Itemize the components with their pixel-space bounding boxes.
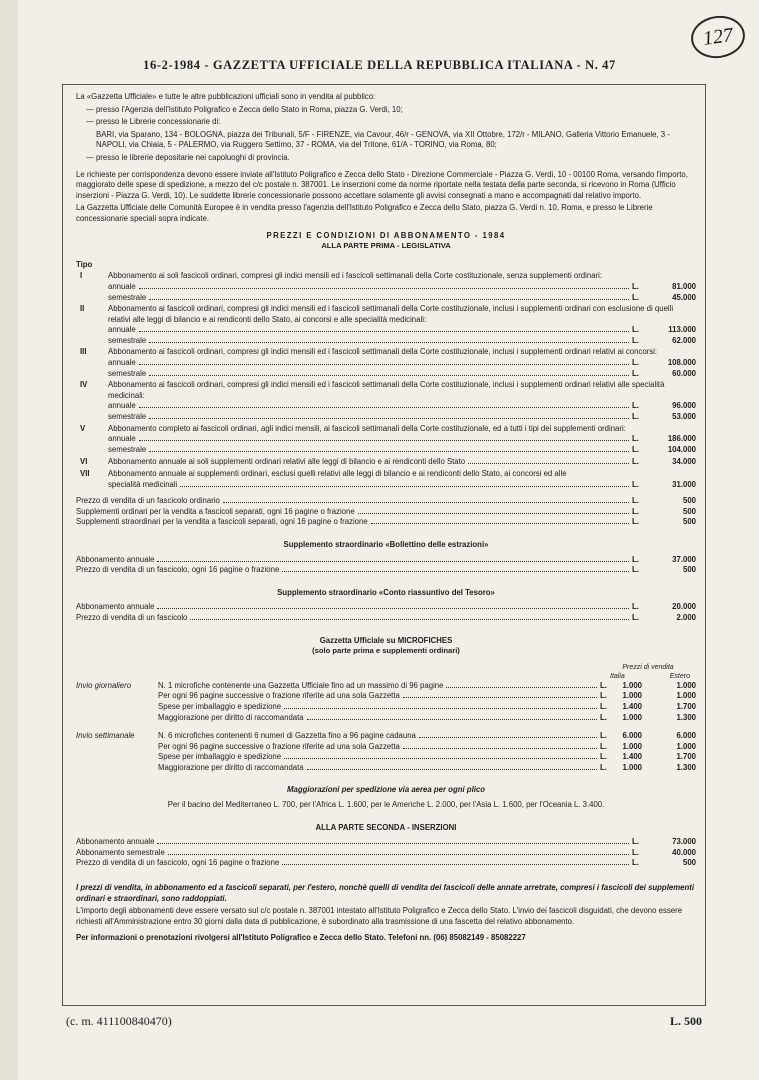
- tipo-body: [108, 380, 696, 422]
- note-italic: I prezzi di vendita, in abbonamento ed a fascicoli separati, per l'estero, nonchè quelli di vendita dei fascicoli delle annate arretrate, compresi i fascicoli dei supplementi ordinari e straordinari, sono raddoppiati.: [76, 883, 694, 903]
- price-row: [76, 517, 696, 528]
- dot-leader: [284, 708, 597, 709]
- tipo-num: VI: [80, 457, 88, 467]
- price-row: [76, 613, 696, 624]
- currency: L.: [600, 731, 607, 741]
- price-italia: 1.400: [622, 701, 642, 711]
- estrazioni-title: Supplemento straordinario «Bollettino delle estrazioni»: [283, 539, 489, 549]
- footer-code: (c. m. 411100840470): [66, 1014, 172, 1028]
- amount: 60.000: [672, 368, 696, 378]
- price-row: [108, 358, 696, 369]
- currency: L.: [632, 506, 639, 516]
- row-label: Maggiorazione per diritto di raccomandata: [158, 762, 304, 772]
- microfiche-group: [76, 681, 696, 723]
- price-row: [108, 401, 696, 412]
- row-label: N. 6 microfiches contenenti 6 numeri di Gazzetta fino a 96 pagine cadauna: [158, 731, 416, 741]
- tipo-item: [76, 424, 696, 456]
- page-edge: [0, 0, 18, 1080]
- currency: L.: [632, 335, 639, 345]
- currency: L.: [632, 434, 639, 444]
- tipo-num: I: [80, 271, 83, 281]
- dot-leader: [149, 451, 629, 452]
- dot-leader: [149, 299, 629, 300]
- currency: L.: [632, 602, 639, 612]
- row-label: annuale: [108, 434, 136, 444]
- currency: L.: [600, 691, 607, 701]
- currency: L.: [632, 837, 639, 847]
- price-row: [76, 837, 696, 848]
- currency: L.: [632, 401, 639, 411]
- tipo-description: Abbonamento ai fascicoli ordinari, compresi gli indici mensili ed i fascicoli settimanali della Corte costituzionale, inclusi i supplementi ordinari relativi alle specialità medicinali:: [108, 380, 665, 400]
- currency: L.: [632, 444, 639, 454]
- amount: 40.000: [672, 847, 696, 857]
- intro-line-2: — presso l'Agenzia dell'Istituto Poligrafico e Zecca dello Stato in Roma, piazza G. Verdi, 10;: [86, 104, 403, 114]
- dot-leader: [403, 748, 597, 749]
- row-label: Spese per imballaggio e spedizione: [158, 701, 282, 711]
- amount: 108.000: [667, 358, 696, 368]
- dot-leader: [419, 737, 597, 738]
- col-head-italia: Italia: [610, 672, 625, 680]
- amount: 186.000: [667, 434, 696, 444]
- microfiches-subtitle: (solo parte prima e supplementi ordinari): [312, 646, 460, 656]
- tipo-body: [108, 271, 696, 303]
- intro-line-1: La «Gazzetta Ufficiale» e tutte le altre pubblicazioni ufficiali sono in vendita al pubblico:: [76, 92, 376, 101]
- currency: L.: [632, 457, 639, 467]
- price-row: [76, 496, 696, 507]
- currency: L.: [600, 712, 607, 722]
- tipo-description: Abbonamento ai fascicoli ordinari, compresi gli indici mensili ed i fascicoli settimanali della Corte costituzionale, inclusi i supplementi ordinari con esclusione di quelli relativi alle leggi di bilancio e ai rendiconti dello Stato, ai concorsi e alle specialità medicinali:: [108, 304, 674, 324]
- dot-leader: [468, 463, 629, 464]
- price-row: [76, 507, 696, 518]
- dot-leader: [139, 407, 629, 408]
- microfiche-row: [76, 752, 696, 763]
- dot-leader: [149, 342, 629, 343]
- group-name: Invio settimanale: [76, 731, 135, 741]
- microfiche-group: [76, 731, 696, 773]
- currency: L.: [600, 680, 607, 690]
- aerea-title: Maggiorazioni per spedizione via aerea per ogni plico: [287, 785, 485, 795]
- estrazioni-rows: [76, 555, 696, 576]
- price-row: [76, 858, 696, 869]
- microfiche-row: [76, 731, 696, 742]
- amount: 500: [682, 517, 696, 527]
- amount: 500: [682, 496, 696, 506]
- microfiche-row: [76, 713, 696, 724]
- tipo-vi: [76, 457, 696, 468]
- seconda-rows: [76, 837, 696, 869]
- row-label: specialità medicinali: [108, 479, 178, 489]
- amount: 20.000: [672, 602, 696, 612]
- dot-leader: [307, 719, 597, 720]
- dot-leader: [358, 513, 629, 514]
- row-label: Abbonamento annuale ai supplementi ordinari, esclusi quelli relativi alle leggi di bilancio e ai rendiconti dello Stato, ai concorsi ed alle: [108, 469, 567, 478]
- dot-leader: [149, 375, 629, 376]
- tipo-vii: [76, 469, 696, 490]
- currency: L.: [632, 517, 639, 527]
- price-row: [108, 434, 696, 445]
- dot-leader: [403, 697, 597, 698]
- intro-line-4: BARI, via Sparano, 134 - BOLOGNA, piazza dei Tribunali, 5/F - FIRENZE, via Cavour, 46/r - GENOVA, via XII Ottobre, 172/r - MILANO, Galleria Vittorio Emanuele, 3 - NAPOLI, via Chiaia, 5 - PALERMO, via Ruggero Settimo, 37 - ROMA, via del Tritone, 61/A - TORINO, via Roma, 80;: [96, 129, 670, 150]
- row-label: annuale: [108, 401, 136, 411]
- tipo-num: II: [80, 304, 85, 314]
- currency: L.: [632, 325, 639, 335]
- col-head-estero: Estero: [669, 672, 690, 680]
- microfiches-col-head: [76, 663, 696, 681]
- microfiche-row: [76, 763, 696, 774]
- microfiche-row: [76, 742, 696, 753]
- paragraph-gazzetta-ce: La Gazzetta Ufficiale delle Comunità Europee è in vendita presso l'agenzia dell'Istituto Poligrafico e Zecca dello Stato, piazza G. Verdi n. 10, Roma, e presso le Librerie concessionarie speciali sopra indicate.: [76, 203, 653, 223]
- microfiche-row: [76, 702, 696, 713]
- amount: 81.000: [672, 281, 696, 291]
- microfiche-row: [76, 691, 696, 702]
- row-label: Prezzo di vendita di un fascicolo, ogni 16 pagine o frazione: [76, 565, 280, 575]
- row-label: Abbonamento semestrale: [76, 847, 165, 857]
- dot-leader: [284, 758, 597, 759]
- dot-leader: [180, 486, 629, 487]
- dot-leader: [190, 619, 629, 620]
- price-estero: 1.700: [676, 752, 696, 762]
- aerea-text: Per il bacino del Mediterraneo L. 700, per l'Africa L. 1.600, per le Americhe L. 2.000, per l'Asia L. 1.600, per l'Oceania L. 3.400.: [167, 800, 605, 810]
- currency: L.: [600, 752, 607, 762]
- page-number-stamp: 127: [688, 12, 747, 61]
- currency: L.: [632, 412, 639, 422]
- note-info: Per informazioni o prenotazioni rivolgersi all'Istituto Poligrafico e Zecca dello Stato. Telefoni nn. (06) 85082149 - 85082227: [76, 933, 526, 943]
- price-italia: 6.000: [622, 731, 642, 741]
- price-row: [76, 565, 696, 576]
- price-estero: 6.000: [676, 731, 696, 741]
- footer-price: L. 500: [670, 1014, 703, 1028]
- currency: L.: [600, 762, 607, 772]
- row-label: semestrale: [108, 444, 147, 454]
- dot-leader: [139, 331, 629, 332]
- intro-line-3: — presso le Librerie concessionarie di:: [86, 117, 221, 127]
- tipo-item: [76, 347, 696, 379]
- row-label: Abbonamento annuale ai soli supplementi ordinari relativi alle leggi di bilancio e ai rendiconti dello Stato: [108, 457, 466, 467]
- row-label: Prezzo di vendita di un fascicolo: [76, 612, 188, 622]
- tipo-body: [108, 424, 696, 456]
- dot-leader: [446, 687, 597, 688]
- tipo-description: Abbonamento completo ai fascicoli ordinari, agli indici mensili, ai fascicoli settimanali della Corte costituzionale, ed a tutti i tipi dei supplementi ordinari:: [108, 423, 626, 433]
- row-label: semestrale: [108, 412, 147, 422]
- currency: L.: [632, 281, 639, 291]
- group-name: Invio giornaliero: [76, 680, 132, 690]
- currency: L.: [632, 358, 639, 368]
- currency: L.: [632, 292, 639, 302]
- currency: L.: [632, 847, 639, 857]
- tesoro-rows: [76, 602, 696, 623]
- single-prices: [76, 496, 696, 528]
- row-label: Prezzo di vendita di un fascicolo ordinario: [76, 496, 220, 506]
- price-estero: 1.700: [676, 701, 696, 711]
- amount: 34.000: [672, 457, 696, 467]
- price-italia: 1.000: [622, 680, 642, 690]
- row-label: Abbonamento annuale: [76, 554, 155, 564]
- row-label: Prezzo di vendita di un fascicolo, ogni 16 pagine o frazione: [76, 858, 280, 868]
- row-label: Per ogni 96 pagine successive o frazione riferite ad una sola Gazzetta: [158, 741, 400, 751]
- tesoro-title: Supplemento straordinario «Conto riassuntivo del Tesoro»: [277, 587, 495, 597]
- dot-leader: [157, 561, 629, 562]
- row-label: annuale: [108, 325, 136, 335]
- row-label: annuale: [108, 281, 136, 291]
- microfiches-title: Gazzetta Ufficiale su MICROFICHES: [319, 635, 453, 645]
- currency: L.: [632, 565, 639, 575]
- amount: 500: [682, 506, 696, 516]
- price-italia: 1.000: [622, 762, 642, 772]
- price-row: [76, 602, 696, 613]
- amount: 73.000: [672, 837, 696, 847]
- currency: L.: [632, 496, 639, 506]
- price-row: [108, 412, 696, 423]
- amount: 104.000: [667, 444, 696, 454]
- row-label: N. 1 microfiche contenente una Gazzetta Ufficiale fino ad un massimo di 96 pagine: [158, 680, 444, 690]
- price-italia: 1.000: [622, 691, 642, 701]
- tipo-num: V: [80, 423, 86, 433]
- price-estero: 1.000: [676, 691, 696, 701]
- tipo-body: [108, 347, 696, 379]
- col-head-prices: Prezzi di vendita: [622, 663, 674, 671]
- prices-subtitle: ALLA PARTE PRIMA - LEGISLATIVA: [321, 241, 451, 251]
- price-italia: 1.000: [622, 741, 642, 751]
- price-row: [76, 848, 696, 859]
- price-row: [108, 445, 696, 456]
- dot-leader: [139, 288, 629, 289]
- amount: 500: [682, 565, 696, 575]
- amount: 113.000: [668, 325, 696, 335]
- dot-leader: [223, 502, 629, 503]
- amount: 53.000: [672, 412, 696, 422]
- dot-leader: [139, 364, 629, 365]
- row-label: semestrale: [108, 335, 147, 345]
- intro-line-5: — presso le librerie depositarie nei capoluoghi di provincia.: [86, 152, 290, 162]
- note-text: L'importo degli abbonamenti deve essere versato sul c/c postale n. 387001 intestato all'Istituto Poligrafico e Zecca dello Stato. L'invio dei fascicoli disguidati, che devono essere richiesti all'Amministrazione entro 30 giorni dalla data di pubblicazione, è subordinato alla trasmissione di una fascetta del relativo abbonamento.: [76, 906, 683, 926]
- dot-leader: [371, 523, 629, 524]
- currency: L.: [632, 858, 639, 868]
- microfiche-row: [76, 681, 696, 692]
- tipo-label: Tipo: [76, 259, 93, 269]
- tipo-description: Abbonamento ai soli fascicoli ordinari, compresi gli indici mensili ed i fascicoli settimanali della Corte costituzionale, senza supplementi ordinari:: [108, 271, 603, 281]
- dot-leader: [157, 843, 629, 844]
- amount: 62.000: [672, 335, 696, 345]
- dot-leader: [139, 440, 629, 441]
- row-label: Supplementi ordinari per la vendita a fascicoli separati, ogni 16 pagine o frazione: [76, 506, 355, 516]
- page-header: 16-2-1984 - GAZZETTA UFFICIALE DELLA REPUBBLICA ITALIANA - N. 47: [143, 58, 616, 72]
- row-label: Spese per imballaggio e spedizione: [158, 752, 282, 762]
- price-row: [108, 325, 696, 336]
- price-estero: 1.000: [676, 680, 696, 690]
- price-estero: 1.300: [676, 712, 696, 722]
- row-label: Per ogni 96 pagine successive o frazione riferite ad una sola Gazzetta: [158, 691, 400, 701]
- tipo-num: III: [80, 347, 87, 357]
- tipo-num: IV: [80, 380, 88, 390]
- price-row: [76, 555, 696, 566]
- row-label: Supplementi straordinari per la vendita a fascicoli separati, ogni 16 pagine o frazione: [76, 517, 368, 527]
- currency: L.: [632, 368, 639, 378]
- price-row: [108, 480, 696, 491]
- microfiches-groups: [76, 681, 696, 774]
- currency: L.: [632, 612, 639, 622]
- amount: 96.000: [672, 401, 696, 411]
- row-label: Maggiorazione per diritto di raccomandata: [158, 712, 304, 722]
- currency: L.: [632, 554, 639, 564]
- row-label: semestrale: [108, 292, 147, 302]
- dot-leader: [307, 769, 597, 770]
- row-label: Abbonamento annuale: [76, 602, 155, 612]
- amount: 31.000: [672, 479, 696, 489]
- price-estero: 1.000: [676, 741, 696, 751]
- row-label: Abbonamento annuale: [76, 837, 155, 847]
- currency: L.: [600, 701, 607, 711]
- price-estero: 1.300: [676, 762, 696, 772]
- dot-leader: [282, 571, 629, 572]
- dot-leader: [149, 418, 629, 419]
- amount: 45.000: [672, 292, 696, 302]
- currency: L.: [632, 479, 639, 489]
- price-row: [108, 457, 696, 468]
- amount: 2.000: [676, 612, 696, 622]
- price-box-content: [76, 92, 696, 946]
- price-row: [108, 282, 696, 293]
- row-label: semestrale: [108, 368, 147, 378]
- tipi-list: [76, 271, 696, 455]
- price-row: [108, 369, 696, 380]
- price-italia: 1.000: [622, 712, 642, 722]
- amount: 37.000: [672, 554, 696, 564]
- tipo-num: VII: [80, 469, 90, 478]
- amount: 500: [682, 858, 696, 868]
- row-label: annuale: [108, 358, 136, 368]
- price-row: [108, 293, 696, 304]
- tipo-description: Abbonamento ai fascicoli ordinari, compresi gli indici mensili ed i fascicoli settimanali della Corte costituzionale, inclusi i supplementi ordinari relativi ai concorsi:: [108, 347, 658, 357]
- prices-title: PREZZI E CONDIZIONI DI ABBONAMENTO - 1984: [266, 230, 506, 240]
- dot-leader: [168, 854, 629, 855]
- paragraph-requests: Le richieste per corrispondenza devono essere inviate all'Istituto Poligrafico e Zecca dello Stato - Direzione Commerciale - Piazza G. Verdi, 10 - 00100 Roma, versando l'importo, maggiorato delle spese di spedizione, a mezzo del c/c postale n. 387001. Le inserzioni come da norme riportate nella testata della parte seconda, si ricevono in Roma (Ufficio inserzioni - Piazza G. Verdi, 10). Le suddette librerie concessionarie possono accettare solamente gli avvisi consegnati a mano e accompagnati dal relativo importo.: [76, 169, 688, 200]
- dot-leader: [282, 864, 629, 865]
- dot-leader: [157, 608, 629, 609]
- price-italia: 1.400: [622, 752, 642, 762]
- tipo-body: [108, 304, 696, 346]
- tipo-item: [76, 380, 696, 422]
- seconda-title: ALLA PARTE SECONDA - INSERZIONI: [315, 822, 457, 832]
- tipo-item: [76, 304, 696, 346]
- currency: L.: [600, 741, 607, 751]
- tipo-item: [76, 271, 696, 303]
- price-row: [108, 336, 696, 347]
